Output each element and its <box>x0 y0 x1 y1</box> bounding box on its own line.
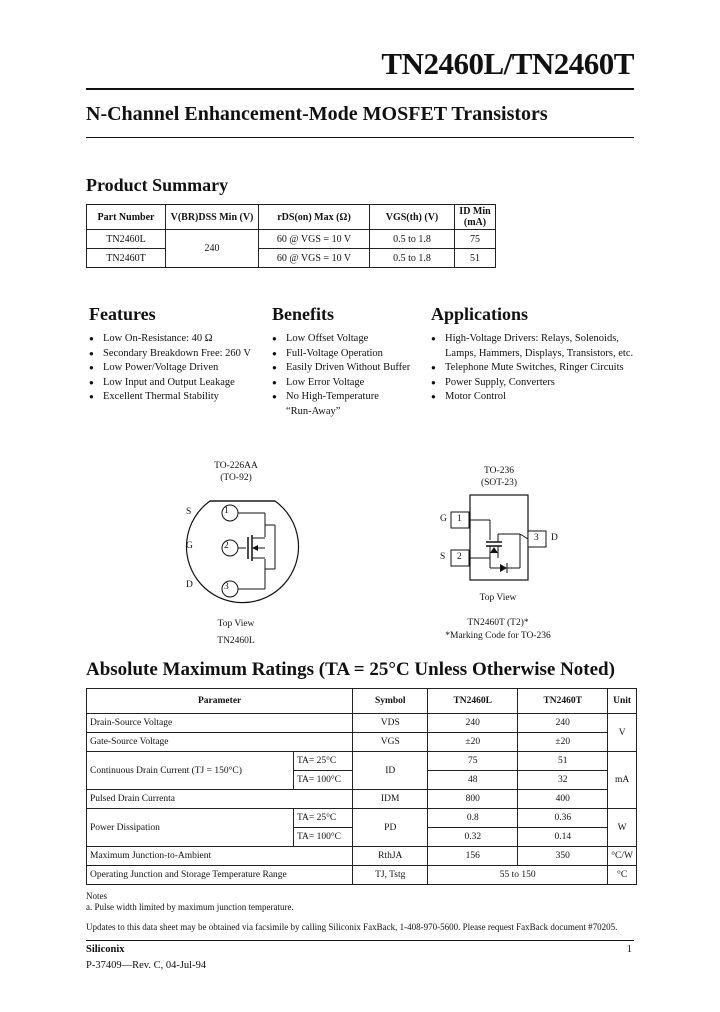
list-item-continuation: Lamps, Hammers, Displays, Transistors, etc. <box>445 347 634 359</box>
list-item: ● Excellent Thermal Stability <box>89 390 269 405</box>
table-row: Maximum Junction-to-Ambient RthJA 156 350 °C/W <box>87 847 637 866</box>
col-rdson: rDS(on) Max (Ω) <box>259 205 370 230</box>
table-row: Continuous Drain Current (TJ = 150°C) TA= 25°C ID 75 51 mA <box>87 752 637 771</box>
col-parameter: Parameter <box>87 689 353 714</box>
cell-rds: 60 @ VGS = 10 V <box>259 249 370 268</box>
col-unit: Unit <box>608 689 637 714</box>
col-tn2460t: TN2460T <box>518 689 608 714</box>
to92-label-1: TO-226AA <box>214 461 258 471</box>
list-item: ● Easily Driven Without Buffer <box>272 361 432 376</box>
sot23-view: Top View <box>479 593 517 603</box>
document-title: TN2460L/TN2460T <box>381 46 634 81</box>
to92-pin-g: G <box>186 541 193 551</box>
cell-vgs: 0.5 to 1.8 <box>370 249 455 268</box>
to92-num-1: 1 <box>224 506 229 516</box>
sot23-pin-s: S <box>440 552 446 562</box>
cell-part: TN2460L <box>87 230 166 249</box>
title-rule <box>86 88 634 90</box>
abs-max-heading: Absolute Maximum Ratings (TA = 25°C Unless Otherwise Noted) <box>86 659 615 680</box>
subtitle-rule <box>86 137 634 138</box>
col-part-number: Part Number <box>87 205 166 230</box>
to92-num-2: 2 <box>224 541 229 551</box>
sot23-marking: *Marking Code for TO-236 <box>445 631 551 641</box>
to92-num-3: 3 <box>224 582 229 592</box>
sot23-pin-d: D <box>551 533 558 543</box>
col-symbol: Symbol <box>353 689 428 714</box>
to92-pin-s: S <box>186 507 192 517</box>
to92-package-diagram <box>180 485 310 615</box>
cell-part: TN2460T <box>87 249 166 268</box>
list-item: ● Power Supply, Converters <box>431 376 641 391</box>
footer-doc: P-37409—Rev. C, 04-Jul-94 <box>86 960 207 971</box>
updates-note: Updates to this data sheet may be obtained via facsimile by calling Siliconix FaxBack, 1-408-970-5600. Please request FaxBack document #70205. <box>86 922 618 932</box>
table-row: Pulsed Drain Currenta IDM 800 400 <box>87 790 637 809</box>
table-row: Drain-Source Voltage VDS 240 240 V <box>87 714 637 733</box>
sot23-num-1: 1 <box>457 514 462 524</box>
sot23-pin-g: G <box>440 514 447 524</box>
benefits-heading: Benefits <box>272 304 334 324</box>
table-row: TA= 100°C 0.32 0.14 <box>87 828 637 847</box>
cell-vgs: 0.5 to 1.8 <box>370 230 455 249</box>
list-item: ● Low Offset Voltage <box>272 332 432 347</box>
sot23-package-diagram <box>440 490 560 590</box>
to92-label-2: (TO-92) <box>220 473 252 483</box>
to92-pin-d: D <box>186 580 193 590</box>
sot23-num-2: 2 <box>457 552 462 562</box>
features-list <box>89 332 269 405</box>
table-row: TA= 100°C 48 32 <box>87 771 637 790</box>
table-header-row <box>87 689 637 714</box>
table-row: Operating Junction and Storage Temperature Range TJ, Tstg 55 to 150 °C <box>87 866 637 885</box>
sot23-num-3: 3 <box>534 533 539 543</box>
list-item: ● Low Input and Output Leakage <box>89 376 269 391</box>
list-item: ● Telephone Mute Switches, Ringer Circuits <box>431 361 641 376</box>
features-heading: Features <box>89 304 156 324</box>
document-subtitle: N-Channel Enhancement-Mode MOSFET Transistors <box>86 103 548 125</box>
footer-rule <box>86 940 634 941</box>
sot23-part: TN2460T (T2)* <box>467 618 529 628</box>
to92-part: TN2460L <box>217 636 255 646</box>
to92-view: Top View <box>217 619 255 629</box>
page-number: 1 <box>626 944 632 955</box>
list-item: ● Low Power/Voltage Driven <box>89 361 269 376</box>
list-item: ● Low On-Resistance: 40 Ω <box>89 332 269 347</box>
list-item: ● Full-Voltage Operation <box>272 347 432 362</box>
notes-label: Notes <box>86 891 107 901</box>
col-vbrdss: V(BR)DSS Min (V) <box>166 205 259 230</box>
benefits-list <box>272 332 432 419</box>
table-header-row <box>87 205 496 230</box>
abs-max-table <box>86 688 637 885</box>
col-tn2460l: TN2460L <box>428 689 518 714</box>
product-summary-table <box>86 204 496 268</box>
cell-vbr: 240 <box>166 230 259 268</box>
list-item: ● Low Error Voltage <box>272 376 432 391</box>
applications-list <box>431 332 641 405</box>
list-item: ● No High-Temperature <box>272 390 432 405</box>
cell-id: 75 <box>455 230 496 249</box>
table-row <box>87 249 496 268</box>
sot23-label-1: TO-236 <box>484 466 514 476</box>
sot23-label-2: (SOT-23) <box>480 478 518 488</box>
note-a: a. Pulse width limited by maximum junction temperature. <box>86 902 294 912</box>
col-vgsth: VGS(th) (V) <box>370 205 455 230</box>
table-row: Power Dissipation TA= 25°C PD 0.8 0.36 W <box>87 809 637 828</box>
footer-company: Siliconix <box>86 944 125 955</box>
list-item-continuation: “Run-Away” <box>286 405 341 417</box>
list-item: ● Motor Control <box>431 390 641 405</box>
product-summary-heading: Product Summary <box>86 175 229 195</box>
list-item: ● Secondary Breakdown Free: 260 V <box>89 347 269 362</box>
cell-rds: 60 @ VGS = 10 V <box>259 230 370 249</box>
col-id-min: ID Min (mA) <box>455 205 496 230</box>
list-item: ● High-Voltage Drivers: Relays, Solenoids, <box>431 332 641 347</box>
table-row: Gate-Source Voltage VGS ±20 ±20 <box>87 733 637 752</box>
table-row <box>87 230 496 249</box>
cell-id: 51 <box>455 249 496 268</box>
applications-heading: Applications <box>431 304 529 324</box>
